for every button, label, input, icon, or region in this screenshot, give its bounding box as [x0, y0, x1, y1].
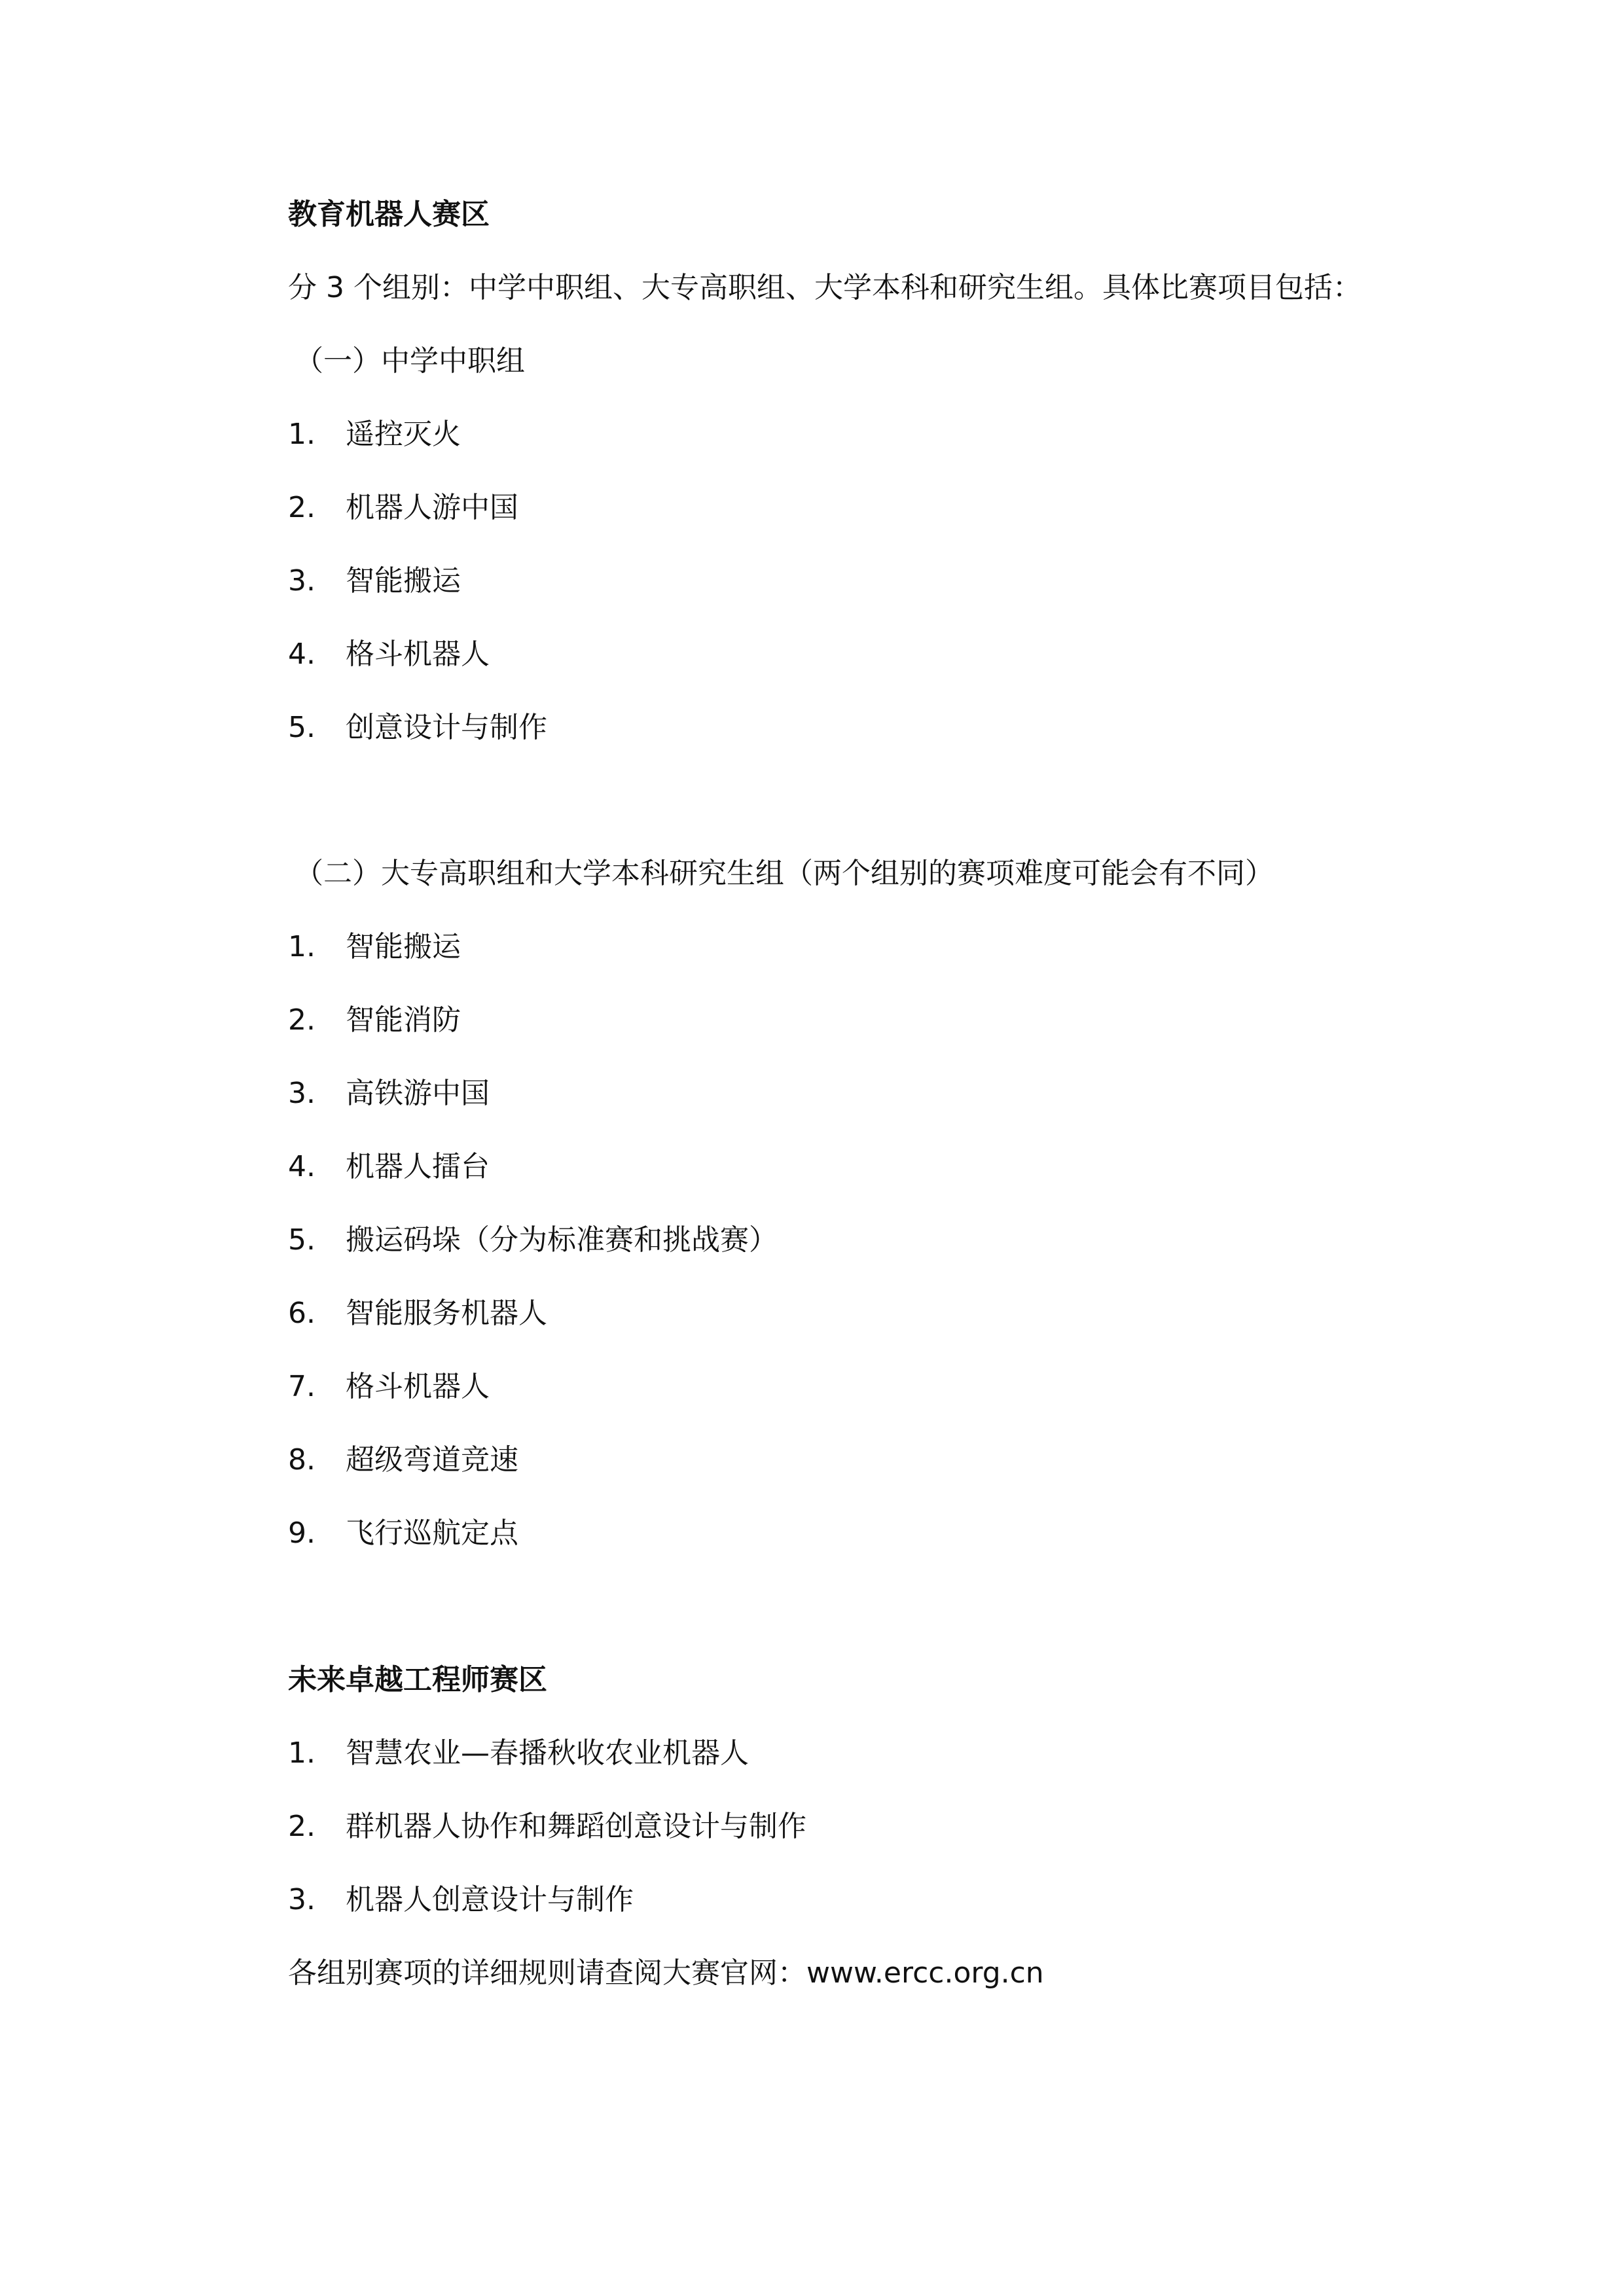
list-item-number: 1.: [288, 1736, 316, 1770]
list-item: [288, 927, 461, 967]
footer-note: 各组别赛项的详细规则请查阅大赛官网：www.ercc.org.cn: [288, 1956, 1044, 1990]
list-item: [288, 1001, 461, 1040]
list-item-text: 智慧农业—春播秋收农业机器人: [346, 1736, 749, 1770]
list-item-text: 搬运码垛（分为标准赛和挑战赛）: [346, 1223, 778, 1257]
list-item-text: 格斗机器人: [346, 637, 490, 671]
list-item-number: 3.: [288, 1077, 316, 1110]
list-item: [288, 708, 547, 747]
list-item-number: 7.: [288, 1370, 316, 1403]
list-item-number: 5.: [288, 711, 316, 744]
list-item-number: 1.: [288, 930, 316, 963]
list-item-number: 1.: [288, 418, 316, 451]
list-item: [288, 1074, 490, 1113]
list-item-text: 智能服务机器人: [346, 1297, 547, 1330]
list-item-text: 机器人创意设计与制作: [346, 1883, 634, 1916]
list-item-number: 8.: [288, 1443, 316, 1477]
list-item-text: 创意设计与制作: [346, 711, 547, 744]
list-item-number: 2.: [288, 1810, 316, 1843]
list-item-text: 超级弯道竞速: [346, 1443, 518, 1477]
list-item-number: 2.: [288, 491, 316, 524]
group-title-college: （二）大专高职组和大学本科研究生组（两个组别的赛项难度可能会有不同）: [295, 857, 1274, 890]
list-item: [288, 1880, 634, 1920]
list-item: [288, 1221, 778, 1260]
list-item-text: 高铁游中国: [346, 1077, 490, 1110]
list-item-number: 6.: [288, 1297, 316, 1330]
list-item: [288, 635, 490, 674]
list-item-text: 智能搬运: [346, 930, 461, 963]
list-item-number: 3.: [288, 564, 316, 598]
list-item: [288, 415, 461, 454]
list-item-text: 格斗机器人: [346, 1370, 490, 1403]
list-item-number: 4.: [288, 1150, 316, 1183]
list-item-number: 2.: [288, 1003, 316, 1037]
list-item: [288, 1147, 490, 1187]
list-item-text: 智能搬运: [346, 564, 461, 598]
list-item: [288, 1807, 806, 1846]
list-item-number: 9.: [288, 1516, 316, 1550]
section-heading-education-robot: 教育机器人赛区: [288, 198, 490, 231]
list-item: [288, 1294, 547, 1333]
list-item: [288, 1514, 518, 1553]
list-item-text: 机器人擂台: [346, 1150, 490, 1183]
list-item-text: 智能消防: [346, 1003, 461, 1037]
list-item: [288, 1441, 518, 1480]
section-intro: 分 3 个组别：中学中职组、大专高职组、大学本科和研究生组。具体比赛项目包括：: [288, 271, 1362, 304]
list-item: [288, 488, 518, 528]
list-item: [288, 562, 461, 601]
list-item: [288, 1367, 490, 1407]
list-item: [288, 1734, 749, 1773]
list-item-number: 3.: [288, 1883, 316, 1916]
list-item-text: 遥控灭火: [346, 418, 461, 451]
list-item-text: 群机器人协作和舞蹈创意设计与制作: [346, 1810, 806, 1843]
list-item-number: 4.: [288, 637, 316, 671]
list-item-text: 飞行巡航定点: [346, 1516, 518, 1550]
list-item-number: 5.: [288, 1223, 316, 1257]
group-title-middle-school: （一）中学中职组: [295, 344, 525, 378]
list-item-text: 机器人游中国: [346, 491, 518, 524]
section-heading-future-engineer: 未来卓越工程师赛区: [288, 1663, 547, 1696]
